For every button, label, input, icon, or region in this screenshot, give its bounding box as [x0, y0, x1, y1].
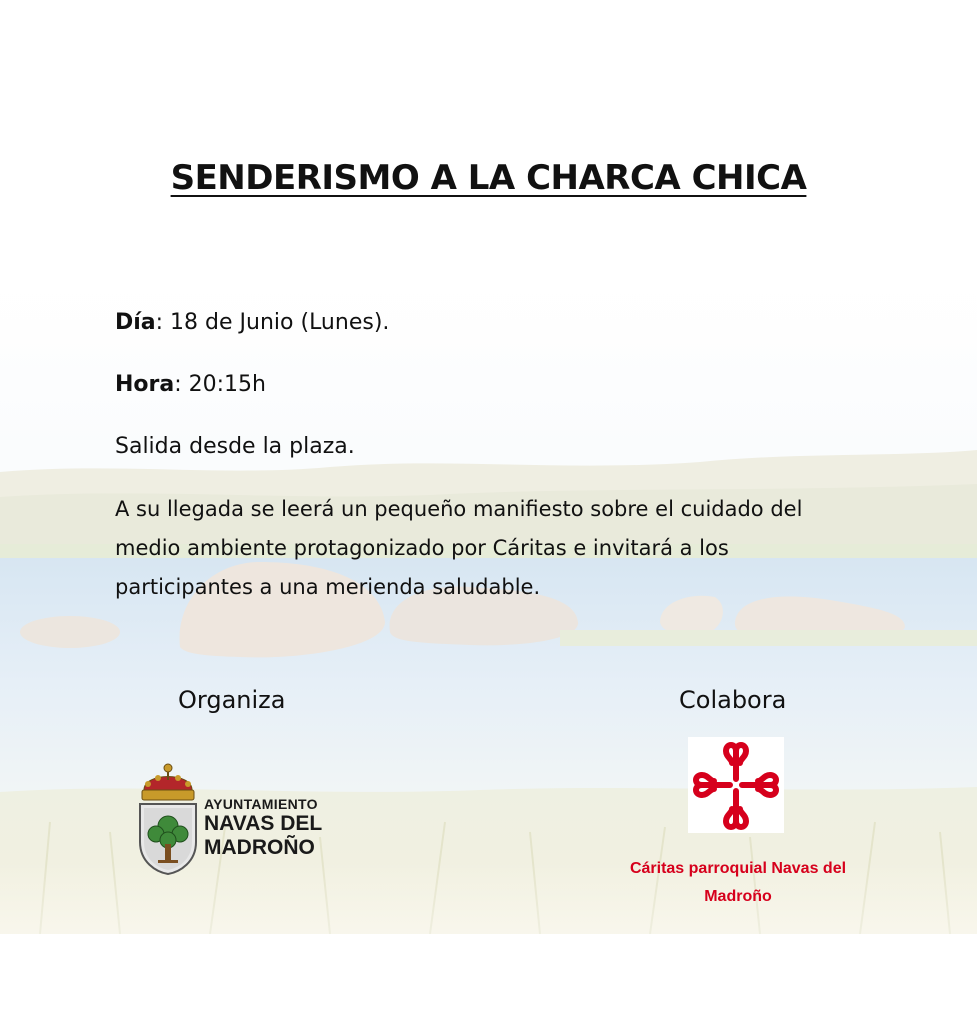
- colabora-heading: Colabora: [679, 686, 787, 714]
- coat-of-arms-icon: [134, 762, 202, 877]
- town-name-line-1: NAVAS DEL: [204, 812, 323, 835]
- ayuntamiento-logo-text: [204, 796, 322, 860]
- date-line: [115, 310, 389, 335]
- description-line-1: A su llegada se leerá un pequeño manifiesto sobre el cuidado del: [115, 497, 803, 521]
- organiza-heading: Organiza: [178, 686, 286, 714]
- title-text: SENDERISMO A LA CHARCA CHICA: [170, 158, 807, 198]
- time-line: [115, 372, 266, 397]
- caritas-name: [596, 855, 880, 911]
- description-line-3: participantes a una merienda saludable.: [115, 575, 541, 599]
- caritas-cross-icon: [688, 737, 784, 833]
- date-value: : 18 de Junio (Lunes).: [155, 310, 390, 335]
- page-title: [0, 158, 977, 198]
- description-line-2: medio ambiente protagonizado por Cáritas e invitará a los: [115, 536, 729, 560]
- ayuntamiento-label: AYUNTAMIENTO: [204, 796, 318, 812]
- town-name-line-2: MADROÑO: [204, 836, 315, 859]
- description-paragraph: [115, 490, 875, 607]
- departure-line: Salida desde la plaza.: [115, 434, 355, 459]
- date-label: Día: [115, 310, 156, 335]
- caritas-line-1: Cáritas parroquial Navas del: [629, 860, 847, 877]
- caritas-line-2: Madroño: [704, 888, 772, 905]
- time-value: : 20:15h: [174, 372, 266, 397]
- time-label: Hora: [115, 372, 175, 397]
